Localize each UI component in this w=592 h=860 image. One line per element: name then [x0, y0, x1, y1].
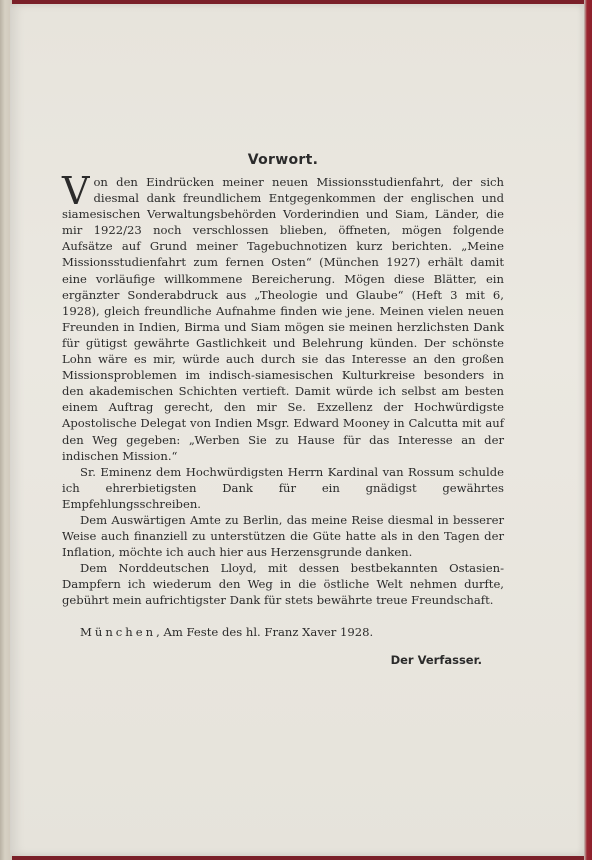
place-date-line — [62, 625, 504, 639]
preface-paragraph-2: Sr. Eminenz dem Hochwürdigsten Herrn Kardinal van Rossum schulde ich ehrerbietigsten Dank für ein gnädigst gewährtes Empfehlungsschreiben. — [62, 464, 504, 511]
preface-title: Vorwort. — [247, 152, 319, 168]
book-page — [10, 4, 584, 856]
book-cover-edge — [584, 0, 592, 860]
place-name: München — [80, 624, 157, 639]
date-text: , Am Feste des hl. Franz Xaver 1928. — [156, 624, 374, 639]
preface-paragraph-1 — [62, 169, 504, 464]
preface-paragraph-1-text: on den Eindrücken meiner neuen Missionsstudienfahrt, der sich diesmal dank freundlichem Entgegenkommen der englischen und siamesischen Verwaltungsbehörden Vorderindien und Siam, Länder, die mir 1922/23 noch verschlossen blieben, öffneten, mögen folgende Aufsätze auf Grund meiner Tagebuchnotizen kurz berichten. „Meine Missionsstudienfahrt zum fernen Osten“ (München 1927) erhält damit eine vorläufige willkommene Bereicherung. Mögen diese Blätter, ein ergänzter Sonderabdruck aus „Theologie und Glaube“ (Heft 3 mit 6, 1928), gleich freundliche Aufnahme finden wie jene. Meinen vielen neuen Freunden in Indien, Birma und Siam mögen sie meinen herzlichsten Dank für gütigst gewährte Gastlichkeit und Belehrung künden. Der schönste Lohn wäre es mir, würde auch durch sie das Interesse an den großen Missionsproblemen im indisch-siamesischen Kulturkreise besonders in den akademischen Schichten vertieft. Damit würde ich selbst am besten einem Auftrag gerecht, den mir Se. Exzellenz der Hochwürdigste Apostolische Delegat von Indien Msgr. Edward Mooney in Calcutta mit auf den Weg gegeben: „Werben Sie zu Hause für das Interesse an der indischen Mission.“ — [62, 175, 504, 463]
preface-content — [62, 152, 504, 667]
drop-cap-initial: V — [62, 169, 90, 213]
author-signature: Der Verfasser. — [390, 652, 482, 667]
preface-paragraph-4: Dem Norddeutschen Lloyd, mit dessen bestbekannten Ostasien-Dampfern ich wiederum den Weg in die östliche Welt nehmen durfte, gebührt mein aufrichtigster Dank für stets bewährte treue Freundschaft. — [62, 561, 504, 608]
preface-paragraph-3: Dem Auswärtigen Amte zu Berlin, das meine Reise diesmal in besserer Weise auch finanziell zu unterstützen die Güte hatte als in den Tagen der Inflation, möchte ich auch hier aus Herzensgrunde danken. — [62, 512, 504, 560]
